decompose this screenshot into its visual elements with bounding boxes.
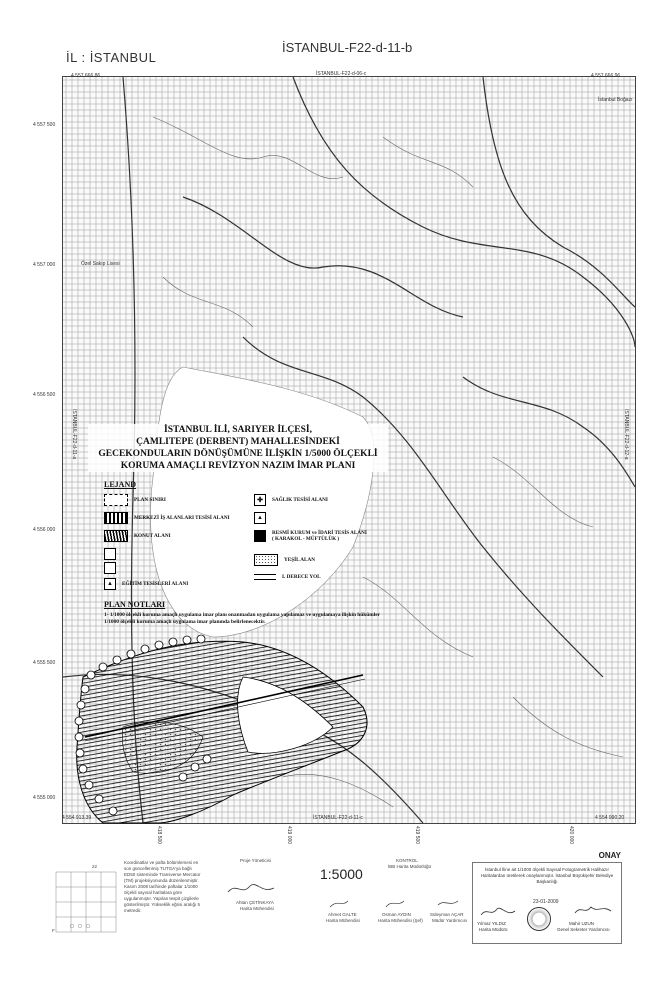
- legend-item: [254, 512, 272, 524]
- y-tick: 4 555 500: [33, 660, 56, 666]
- legend-item: [254, 574, 321, 580]
- legend-item: [254, 530, 367, 542]
- x-tick: 418 500: [156, 826, 162, 845]
- approval-date: 23-01-2009: [533, 899, 559, 905]
- sheet-code: İSTANBUL-F22-d-11-b: [282, 40, 413, 55]
- legend-label: PLAN SINIRI: [134, 497, 166, 503]
- housing-symbol: [104, 530, 128, 542]
- approval-box: [472, 851, 622, 944]
- signer-3-title: Harita Mühendisi (Şef): [378, 918, 423, 923]
- index-grid-drawing: [52, 864, 122, 938]
- control-label: KONTROL: [396, 858, 418, 863]
- education-symbol: ▲: [104, 578, 116, 590]
- label-istanbul-bogazi: İstanbul Boğazı: [598, 97, 633, 103]
- y-tick: 4 557 000: [33, 262, 56, 268]
- legend-label: MERKEZİ İŞ ALANLARI TESİSİ ALANI: [134, 515, 230, 521]
- notes-heading: PLAN NOTLARI: [104, 600, 166, 609]
- legend-heading: LEJAND: [104, 480, 137, 489]
- legend-label: ( KARAKOL - MÜFTÜLÜK ): [272, 536, 340, 542]
- y-tick: 4 555 000: [33, 795, 56, 801]
- signer-2-title: Harita Mühendisi: [326, 918, 360, 923]
- signer-1-title: Harita Mühendisi: [240, 906, 274, 911]
- control-sub: İBB Harita Müdürlüğü: [388, 864, 432, 869]
- signature-1: [226, 880, 276, 898]
- legend-item: [104, 548, 122, 560]
- legend-label: EĞİTİM TESİSLERİ ALANI: [122, 581, 189, 587]
- road-symbol: [254, 574, 276, 580]
- province-label: İL : İSTANBUL: [66, 50, 157, 65]
- legend-item: [104, 562, 122, 574]
- title-line-3: GECEKONDULARIN DÖNÜŞÜMÜNE İLİŞKİN 1/5000 ÖLÇEKLİ: [98, 449, 378, 459]
- left-sheet: İSTANBUL-F22-d-11-a: [71, 409, 77, 460]
- title-line-2: ÇAMLITEPE (DERBENT) MAHALLESİNDEKİ: [136, 437, 340, 447]
- approval-signer-2-name: Mahir UZUN: [569, 921, 595, 926]
- x-tick: 419 500: [414, 826, 420, 845]
- title-line-1: İSTANBUL İLİ, SARIYER İLÇESİ,: [164, 425, 312, 435]
- map-scale: 1:5000: [320, 866, 363, 882]
- right-sheet: İSTANBUL-F22-d-12-a: [623, 409, 629, 460]
- plan-title: [88, 424, 388, 472]
- signer-2-name: Ahmet GALTE: [328, 912, 357, 917]
- x-tick: 420 000: [568, 826, 574, 845]
- grid-number: 22: [92, 864, 98, 869]
- corner-br: 4 554 990.20: [595, 815, 625, 821]
- government-symbol: [254, 530, 266, 542]
- title-line-4: KORUMA AMAÇLI REVİZYON NAZIM İMAR PLANI: [120, 461, 356, 471]
- legend-symbol: [104, 548, 116, 560]
- prepared-by: Proje Yöneticisi: [240, 858, 271, 863]
- legend-symbol: ▲: [254, 512, 266, 524]
- approval-signature-2: [573, 903, 613, 917]
- control-signatures: [328, 896, 478, 908]
- top-sheet: İSTANBUL-F22-d-06-c: [316, 71, 367, 77]
- legend-item: [104, 494, 166, 506]
- legend-label: KONUT ALANI: [134, 533, 171, 539]
- plan-boundary-symbol: [104, 494, 128, 506]
- seal-stamp: [527, 907, 551, 931]
- corner-bl: 4 554 913.39: [62, 815, 92, 821]
- bottom-sheet: İSTANBUL-F22-d-11-c: [313, 815, 363, 821]
- coordinate-note: Koordinatlar ve pafta bölümlemesi en son güncellenmiş TUTGA'ya bağlı ED50 sisteminde Transverse Mercator (TM) projeksiyonunda düzenlenmiştir. Kasım 2008 tarihinde paftalar 1/1000 ölçekli sayısal haritalara göre uygulanmıştır. Yapılan tespit çizgilerle gösterilmiştir. Yükseklik eğrisi aralığı 5 metredir.: [124, 860, 201, 913]
- cbd-symbol: [104, 512, 128, 524]
- label-park: Özel Sakıp Lisesi: [81, 261, 120, 267]
- legend-label: I. DERECE YOL: [282, 574, 321, 580]
- plan-notes: 1- 1/1000 ölçekli koruma amaçlı uygulama imar planı onanmadan uygulama yapılamaz ve uygulamaya ilişkin hükümler 1/1000 ölçekli koruma amaçlı uygulama imar planında belirlenecektir.: [104, 612, 380, 625]
- legend-label: SAĞLIK TESİSİ ALANI: [272, 497, 328, 503]
- approval-signer-1-name: Yılmaz YILDIZ: [477, 921, 506, 926]
- signer-1-name: Ahtan ÇETİNKAYA: [236, 900, 274, 905]
- approval-text: İstanbul İline ait 1/1000 ölçekli Sayısal Fotogrametrik Halihazır Haritalardan üretilerek onaylanmıştır. İstanbul Büyükşehir Belediye Başkanlığı: [480, 867, 614, 884]
- health-symbol: ✚: [254, 494, 266, 506]
- grid-letter: F: [52, 928, 55, 933]
- legend-symbol: [104, 562, 116, 574]
- y-tick: 4 556 500: [33, 392, 56, 398]
- legend: [104, 494, 394, 598]
- green-area-symbol: [254, 554, 278, 566]
- legend-item: [254, 554, 315, 566]
- legend-label: YEŞİL ALAN: [284, 557, 315, 563]
- approval-title: ONAY: [598, 851, 621, 860]
- corner-tl: 4 557 666.86: [71, 73, 101, 79]
- corner-tr: 4 557 666.96: [591, 73, 621, 79]
- legend-label-group: [272, 530, 367, 542]
- legend-item: [104, 512, 230, 524]
- approval-signer-1-title: Harita Müdürü: [479, 927, 508, 932]
- y-tick: 4 557 500: [33, 122, 56, 128]
- approval-signer-2-title: Genel Sekreter Yardımcısı: [557, 927, 610, 932]
- legend-item: [104, 578, 188, 590]
- approval-signature: [479, 905, 519, 919]
- legend-item: [104, 530, 171, 542]
- x-tick: 419 000: [286, 826, 292, 845]
- signer-4-title: Müdür Yardımcısı: [432, 918, 468, 923]
- signer-4-name: Süleyman AÇAR: [430, 912, 464, 917]
- legend-item: [254, 494, 328, 506]
- sheet-index-grid: [52, 864, 122, 938]
- y-tick: 4 556 000: [33, 527, 56, 533]
- legend-label: RESMİ KURUM ve İDARİ TESİS ALANI: [272, 530, 367, 536]
- signer-3-name: Osman AYDIN: [382, 912, 411, 917]
